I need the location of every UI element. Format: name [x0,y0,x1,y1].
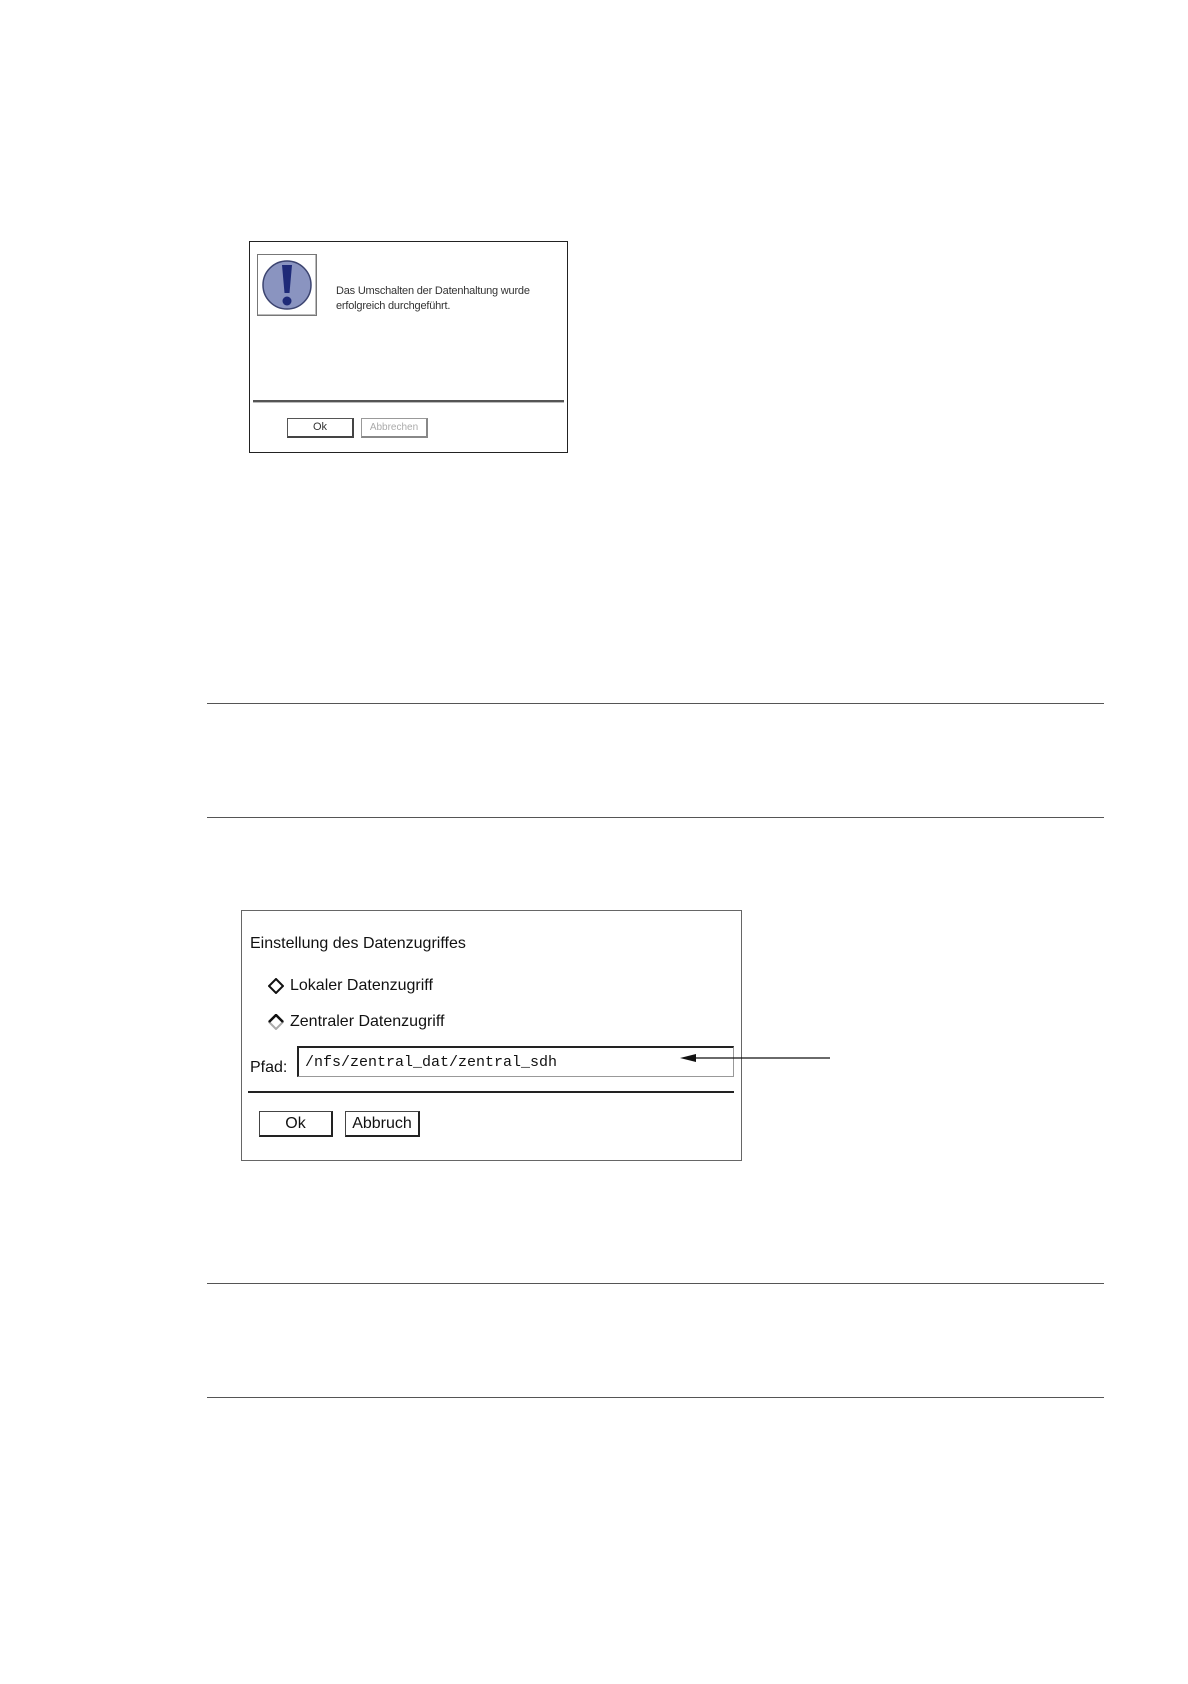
horizontal-rule [207,1397,1104,1398]
cancel-button[interactable]: Abbruch [345,1111,420,1137]
path-input[interactable] [297,1046,734,1077]
ok-button[interactable]: Ok [287,418,354,438]
radio-label: Zentraler Datenzugriff [290,1013,445,1030]
horizontal-rule [207,817,1104,818]
icon-frame [257,254,317,316]
dialog-separator [248,1091,734,1093]
radio-diamond-selected-icon [268,1014,284,1030]
info-message: Das Umschalten der Datenhaltung wurde erfolgreich durchgeführt. [336,285,530,312]
cancel-button[interactable]: Abbrechen [361,418,428,438]
ok-button[interactable]: Ok [259,1111,333,1137]
path-label: Pfad: [250,1059,288,1076]
exclamation-icon [258,255,316,315]
data-access-dialog [241,910,742,1161]
horizontal-rule [207,703,1104,704]
horizontal-rule [207,1283,1104,1284]
radio-local-access[interactable] [268,975,433,997]
radio-central-access[interactable] [268,1011,444,1033]
dialog-title: Einstellung des Datenzugriffes [250,935,466,952]
dialog-separator [253,400,564,403]
callout-arrow-icon [680,1050,830,1066]
radio-diamond-icon [268,978,284,994]
radio-label: Lokaler Datenzugriff [290,977,433,994]
info-dialog [249,241,568,453]
